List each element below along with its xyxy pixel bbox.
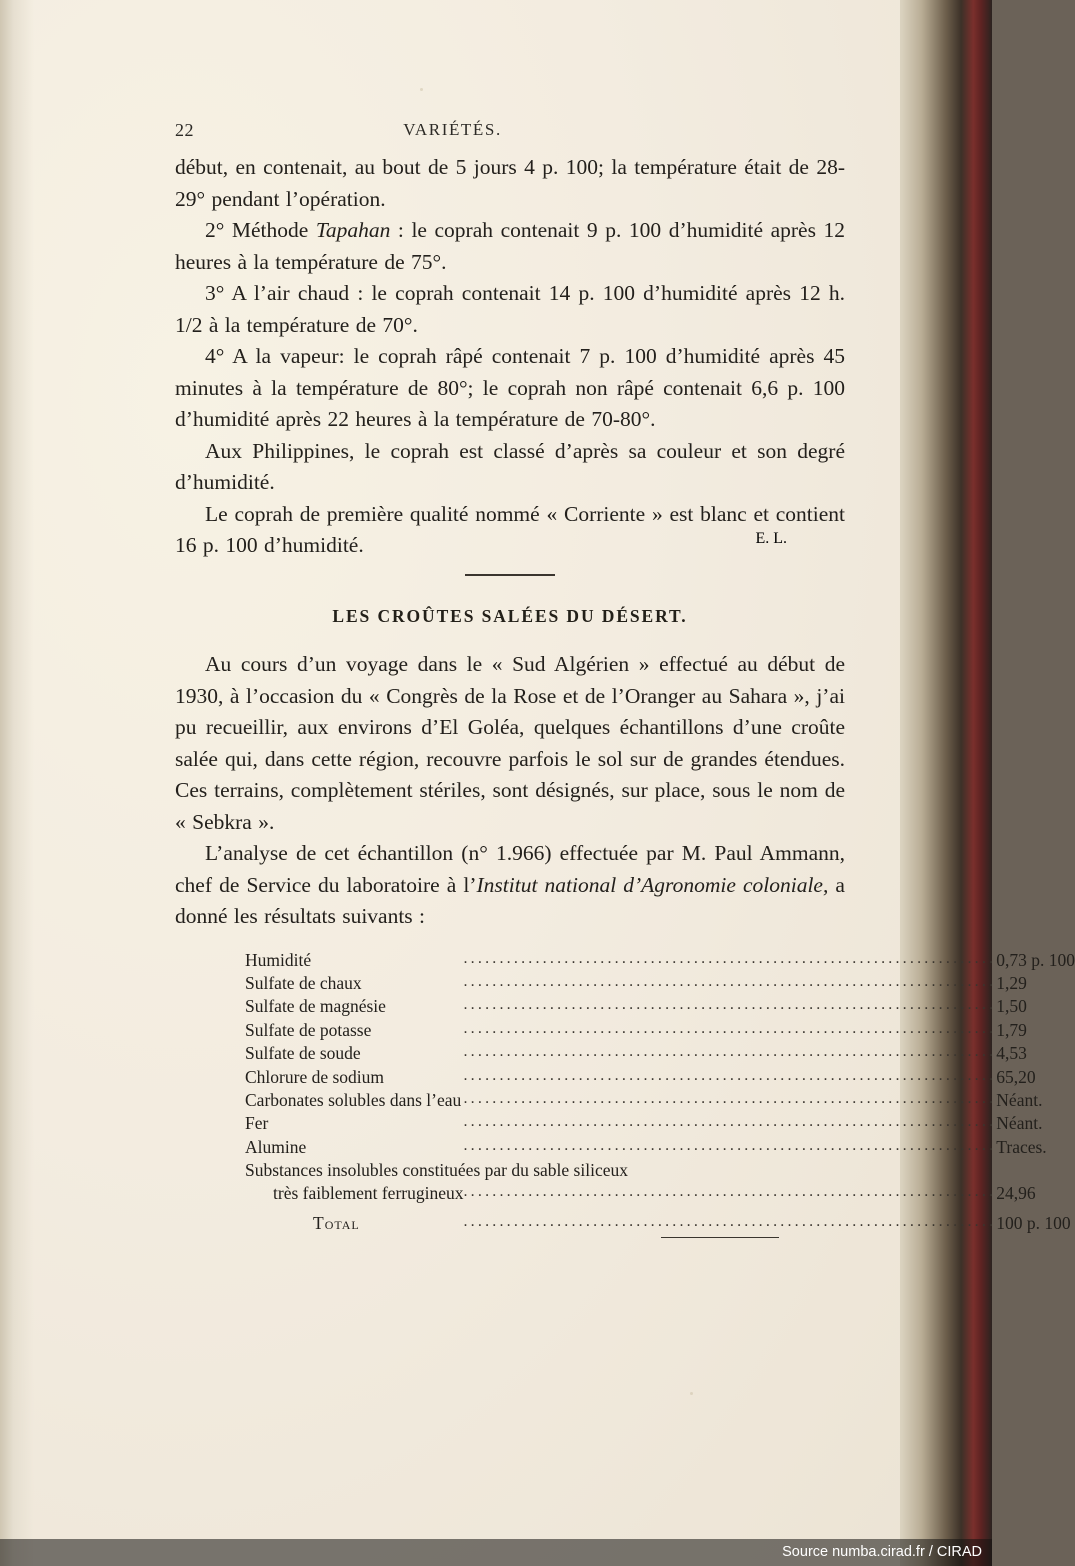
table-row	[245, 1182, 1075, 1205]
section-divider-rule	[465, 574, 555, 576]
leader-dots	[463, 995, 996, 1018]
paragraph-corriente: Le coprah de première qualité nommé « Corriente » est blanc et contient 16 p. 100 d’humidité.	[175, 501, 845, 557]
table-row	[245, 972, 1075, 995]
author-initials: E. L.	[755, 530, 787, 547]
leader-dots-text: ..........................................................................	[463, 949, 997, 967]
table-row	[245, 1042, 1075, 1065]
total-value: 100 p. 100	[996, 1212, 1071, 1233]
analysis-label-long: Substances insolubles constituées par du sable siliceux	[245, 1160, 628, 1181]
analysis-label-continuation: très faiblement ferrugineux	[273, 1183, 464, 1204]
table-row	[245, 1019, 1075, 1042]
leader-dots	[463, 1042, 996, 1065]
analysis-value: Néant.	[996, 1089, 1043, 1110]
leader-dots-text: ..........................................................................	[463, 1019, 997, 1037]
leader-dots	[463, 972, 996, 995]
leader-dots	[463, 1206, 996, 1235]
section-paragraph-analysis-intro	[175, 838, 845, 933]
leader-dots	[463, 1065, 996, 1088]
institute-name-italic: Institut national d’Agronomie coloniale,	[476, 872, 829, 897]
total-underline	[661, 1237, 779, 1239]
leader-dots	[463, 1112, 996, 1135]
leader-dots-text: ..........................................................................	[463, 1113, 997, 1131]
leader-dots-text: ..........................................................................	[463, 1212, 997, 1230]
analysis-intro-lead: L’analyse de cet échantillon (n° 1.966) effectuée par M. Paul Ammann, chef de Service du laboratoire à l’	[175, 841, 845, 897]
leader-dots-text: ..........................................................................	[463, 1089, 997, 1107]
source-attribution: Source numba.cirad.fr / CIRAD	[0, 1539, 992, 1566]
analysis-label: Humidité	[245, 949, 312, 970]
leader-dots-text: ..........................................................................	[463, 1066, 997, 1084]
table-row-total	[245, 1206, 1075, 1235]
analysis-label: Sulfate de magnésie	[245, 996, 386, 1017]
analysis-value: 1,29	[996, 973, 1027, 994]
analysis-results-table	[245, 949, 1075, 1235]
leader-dots-text: ..........................................................................	[463, 1183, 997, 1201]
analysis-intro-rest: a donné les résultats suivants :	[175, 872, 845, 928]
paragraph-philippines: Aux Philippines, le coprah est classé d’après sa couleur et son degré d’humidité.	[175, 438, 845, 494]
analysis-value: 24,96	[996, 1183, 1036, 1204]
analysis-value: Néant.	[996, 1113, 1043, 1134]
table-row	[245, 995, 1075, 1018]
paragraph-method-tapahan-rest: : le coprah contenait 9 p. 100 d’humidité après 12 heures à la température de 75°.	[175, 218, 845, 274]
analysis-label: Alumine	[245, 1136, 307, 1157]
analysis-label: Fer	[245, 1113, 269, 1134]
table-row	[245, 1089, 1075, 1112]
analysis-table-body	[245, 949, 1075, 1235]
analysis-label: Carbonates solubles dans l’eau	[245, 1089, 462, 1110]
page-content	[175, 118, 1075, 1238]
leader-dots	[463, 949, 996, 972]
leader-dots-text: ..........................................................................	[463, 1043, 997, 1061]
paragraph-method-tapahan	[175, 215, 845, 278]
leader-dots	[463, 1182, 996, 1205]
running-head-title: VARIÉTÉS.	[403, 120, 502, 139]
analysis-label: Sulfate de potasse	[245, 1019, 372, 1040]
paragraph-hot-air: 3° A l’air chaud : le coprah contenait 14 p. 100 d’humidité après 12 h. 1/2 à la température de 70°.	[175, 281, 845, 337]
page-number: 22	[175, 120, 194, 140]
analysis-value: 4,53	[996, 1043, 1027, 1064]
method-name-italic: Tapahan	[315, 218, 391, 242]
paragraph-method-tapahan-lead: 2° Méthode	[205, 218, 316, 242]
analysis-value: 1,79	[996, 1019, 1027, 1040]
table-row	[245, 1112, 1075, 1135]
paper-speck	[420, 88, 423, 91]
running-head	[175, 118, 845, 152]
paragraph-continuation: début, en contenait, au bout de 5 jours 4 p. 100; la température était de 28-29° pendant l’opération.	[175, 155, 845, 211]
leader-dots-text: ..........................................................................	[463, 1136, 997, 1154]
leader-dots	[463, 1089, 996, 1112]
table-row	[245, 1065, 1075, 1088]
analysis-label: Sulfate de soude	[245, 1043, 361, 1064]
leader-dots	[463, 1019, 996, 1042]
total-label: Total	[313, 1212, 360, 1233]
table-row	[245, 949, 1075, 972]
analysis-label: Sulfate de chaux	[245, 973, 362, 994]
leader-dots	[463, 1136, 996, 1159]
table-row	[245, 1136, 1075, 1159]
analysis-value: 65,20	[996, 1066, 1036, 1087]
section-paragraph-voyage: Au cours d’un voyage dans le « Sud Algérien » effectué au début de 1930, à l’occasion du « Congrès de la Rose et de l’Oranger au Sahara », j’ai pu recueillir, aux environs d’El Goléa, quelques échantillons d’une croûte salée qui, dans cette région, recouvre parfois le sol sur de grandes étendues. Ces terrains, complètement stériles, sont désignés, sur place, sous le nom de « Sebkra ».	[175, 652, 845, 834]
analysis-value: 0,73 p. 100	[996, 949, 1075, 970]
paragraph-steam: 4° A la vapeur: le coprah râpé contenait 7 p. 100 d’humidité après 45 minutes à la température de 80°; le coprah non râpé contenait 6,6 p. 100 d’humidité après 22 heures à la température de 70-80°.	[175, 344, 845, 431]
leader-dots-text: ..........................................................................	[463, 973, 997, 991]
table-row	[245, 1159, 1075, 1182]
analysis-value: Traces.	[996, 1136, 1047, 1157]
analysis-value: 1,50	[996, 996, 1027, 1017]
analysis-label: Chlorure de sodium	[245, 1066, 385, 1087]
leader-dots-text: ..........................................................................	[463, 996, 997, 1014]
section-title: LES CROÛTES SALÉES DU DÉSERT.	[332, 606, 688, 626]
paper-speck	[690, 1392, 693, 1395]
